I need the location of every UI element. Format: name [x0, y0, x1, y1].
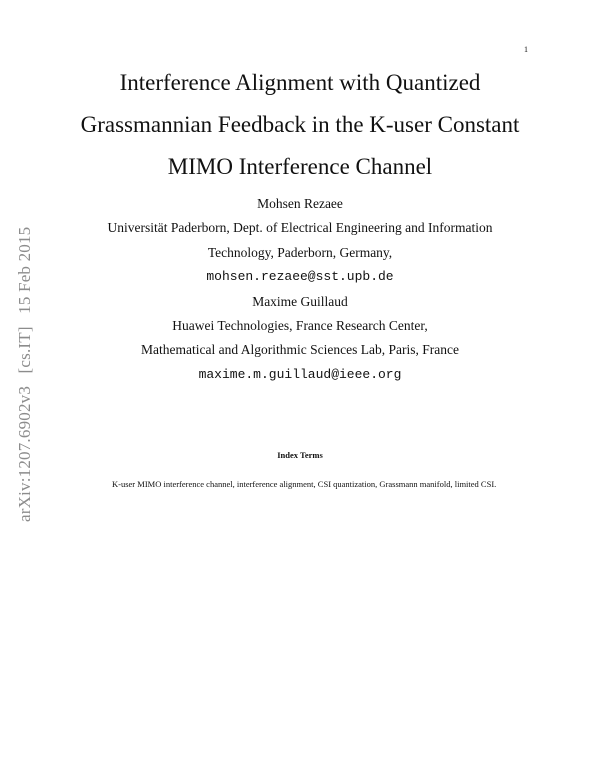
index-terms-body: K-user MIMO interference channel, interference alignment, CSI quantization, Grassmann manifold, limited CSI.: [112, 479, 497, 489]
author-affiliation: Universität Paderborn, Dept. of Electrical Engineering and Information: [107, 220, 493, 236]
author-affiliation: Huawei Technologies, France Research Center,: [172, 318, 428, 334]
arxiv-date: 15 Feb 2015: [15, 226, 34, 314]
author-name: Maxime Guillaud: [252, 293, 348, 309]
arxiv-category: [cs.IT]: [15, 326, 34, 374]
paper-title: [0, 62, 600, 188]
title-line-2: Grassmannian Feedback in the K-user Constant: [80, 112, 520, 137]
index-terms-heading: Index Terms: [277, 450, 323, 460]
title-line-1: Interference Alignment with Quantized: [119, 70, 481, 95]
author-email[interactable]: maxime.m.guillaud@ieee.org: [198, 366, 402, 382]
author-name: Mohsen Rezaee: [257, 196, 343, 211]
author-email[interactable]: mohsen.rezaee@sst.upb.de: [206, 269, 394, 285]
title-line-3: MIMO Interference Channel: [167, 154, 433, 179]
arxiv-id: arXiv:1207.6902v3: [15, 385, 34, 522]
page-number: 1: [524, 45, 528, 54]
author-affiliation: Technology, Paderborn, Germany,: [207, 244, 393, 260]
author-block: [0, 192, 600, 387]
author-affiliation: Mathematical and Algorithmic Sciences Lab, Paris, France: [141, 342, 459, 358]
